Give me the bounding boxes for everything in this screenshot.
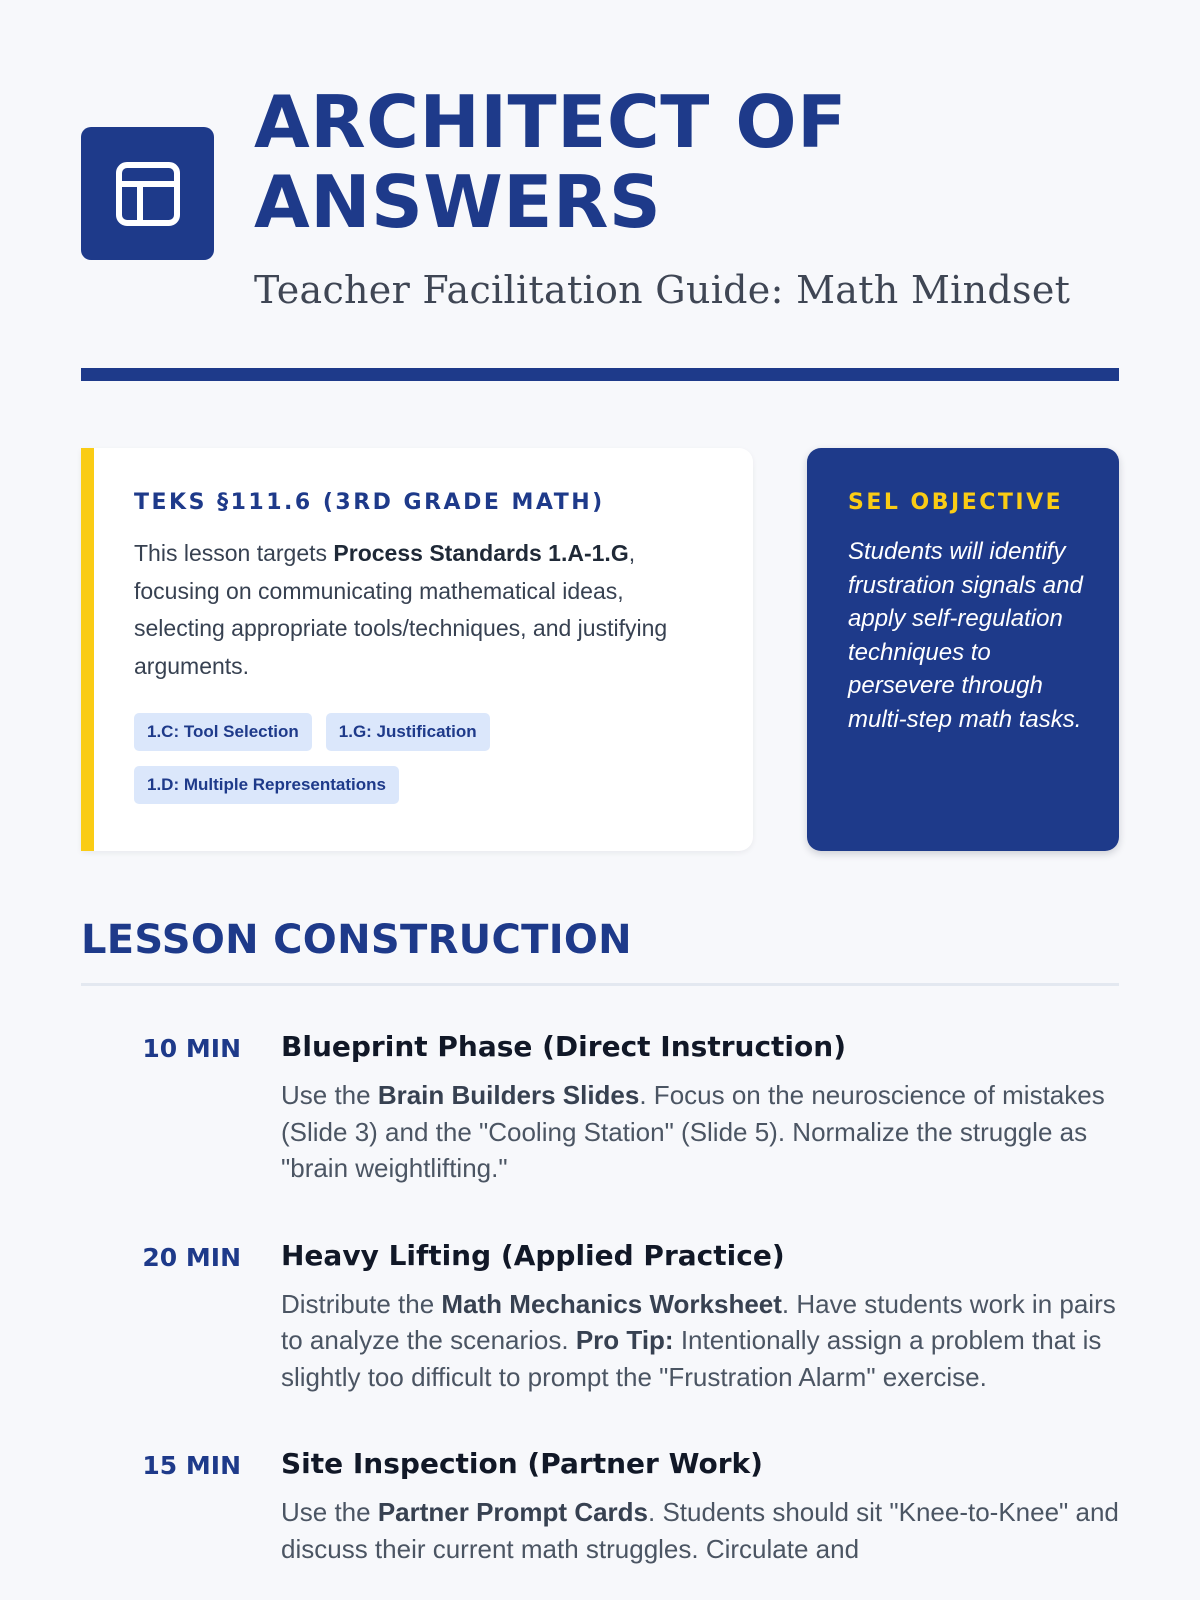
teks-heading: TEKS §111.6 (3RD GRADE MATH) [134,490,605,515]
lesson-timeline [81,1030,1119,1567]
tag-justification: 1.G: Justification [326,713,490,751]
step-duration: 15 MIN [142,1451,241,1480]
teks-card [81,448,753,851]
step-description [281,1286,1119,1396]
step-description [281,1494,1119,1567]
sel-body: Students will identify frustration signals and apply self-regulation techniques to persevere through multi-step math tasks. [848,538,1083,733]
lesson-step [81,1239,1119,1396]
step-content [281,1239,1119,1396]
section-title: LESSON CONSTRUCTION [81,917,632,963]
teks-body [134,535,694,685]
step-desc-bold: Math Mechanics Worksheet [441,1288,782,1319]
step-content [281,1030,1119,1187]
step-desc-text: . Have students work in pairs to analyze the scenarios. [281,1288,1116,1355]
tag-multiple-representations: 1.D: Multiple Representations [134,766,399,804]
step-desc-text: Use the [281,1497,378,1527]
step-desc-text: Use the [281,1080,378,1110]
header-divider [81,368,1119,381]
sel-heading: SEL OBJECTIVE [848,490,1064,515]
step-desc-text: . Students should sit "Knee-to-Knee" and discuss their current math struggles. Circulate and [281,1497,1119,1564]
step-desc-text: Distribute the [281,1288,442,1319]
sel-objective-card [807,448,1119,851]
title-block [254,82,1070,312]
step-duration: 10 MIN [142,1034,241,1063]
step-desc-bold: Brain Builders Slides [377,1080,640,1110]
step-content [281,1447,1119,1567]
step-description [281,1077,1119,1187]
step-title: Heavy Lifting (Applied Practice) [281,1238,785,1272]
tag-tool-selection: 1.C: Tool Selection [134,713,312,751]
teks-body-bold: Process Standards 1.A-1.G [333,540,629,566]
step-desc-bold: Pro Tip: [575,1325,674,1355]
page-title: ARCHITECT OF ANSWERS [254,80,847,244]
teks-body-suffix: , focusing on communicating mathematical ideas, selecting appropriate tools/techniques, and justifying arguments. [134,540,668,679]
step-title: Site Inspection (Partner Work) [281,1447,763,1480]
step-desc-text: Intentionally assign a problem that is slightly too difficult to prompt the "Frustration Alarm" exercise. [281,1325,1102,1392]
layout-template-icon [115,161,181,227]
step-title: Blueprint Phase (Direct Instruction) [281,1030,846,1063]
section-divider [81,983,1119,986]
step-desc-bold: Partner Prompt Cards [377,1497,649,1527]
logo-badge [81,127,214,260]
step-duration: 20 MIN [142,1242,241,1272]
lesson-step [81,1447,1119,1567]
step-desc-text: . Focus on the neuroscience of mistakes (Slide 3) and the "Cooling Station" (Slide 5). Normalize the struggle as "brain weightlifting." [281,1080,1105,1183]
teks-body-prefix: This lesson targets [134,540,334,566]
header [81,0,1119,312]
lesson-step [81,1030,1119,1187]
standard-tags [134,713,614,804]
page-subtitle: Teacher Facilitation Guide: Math Mindset [254,268,1071,312]
objective-cards [81,448,1119,851]
